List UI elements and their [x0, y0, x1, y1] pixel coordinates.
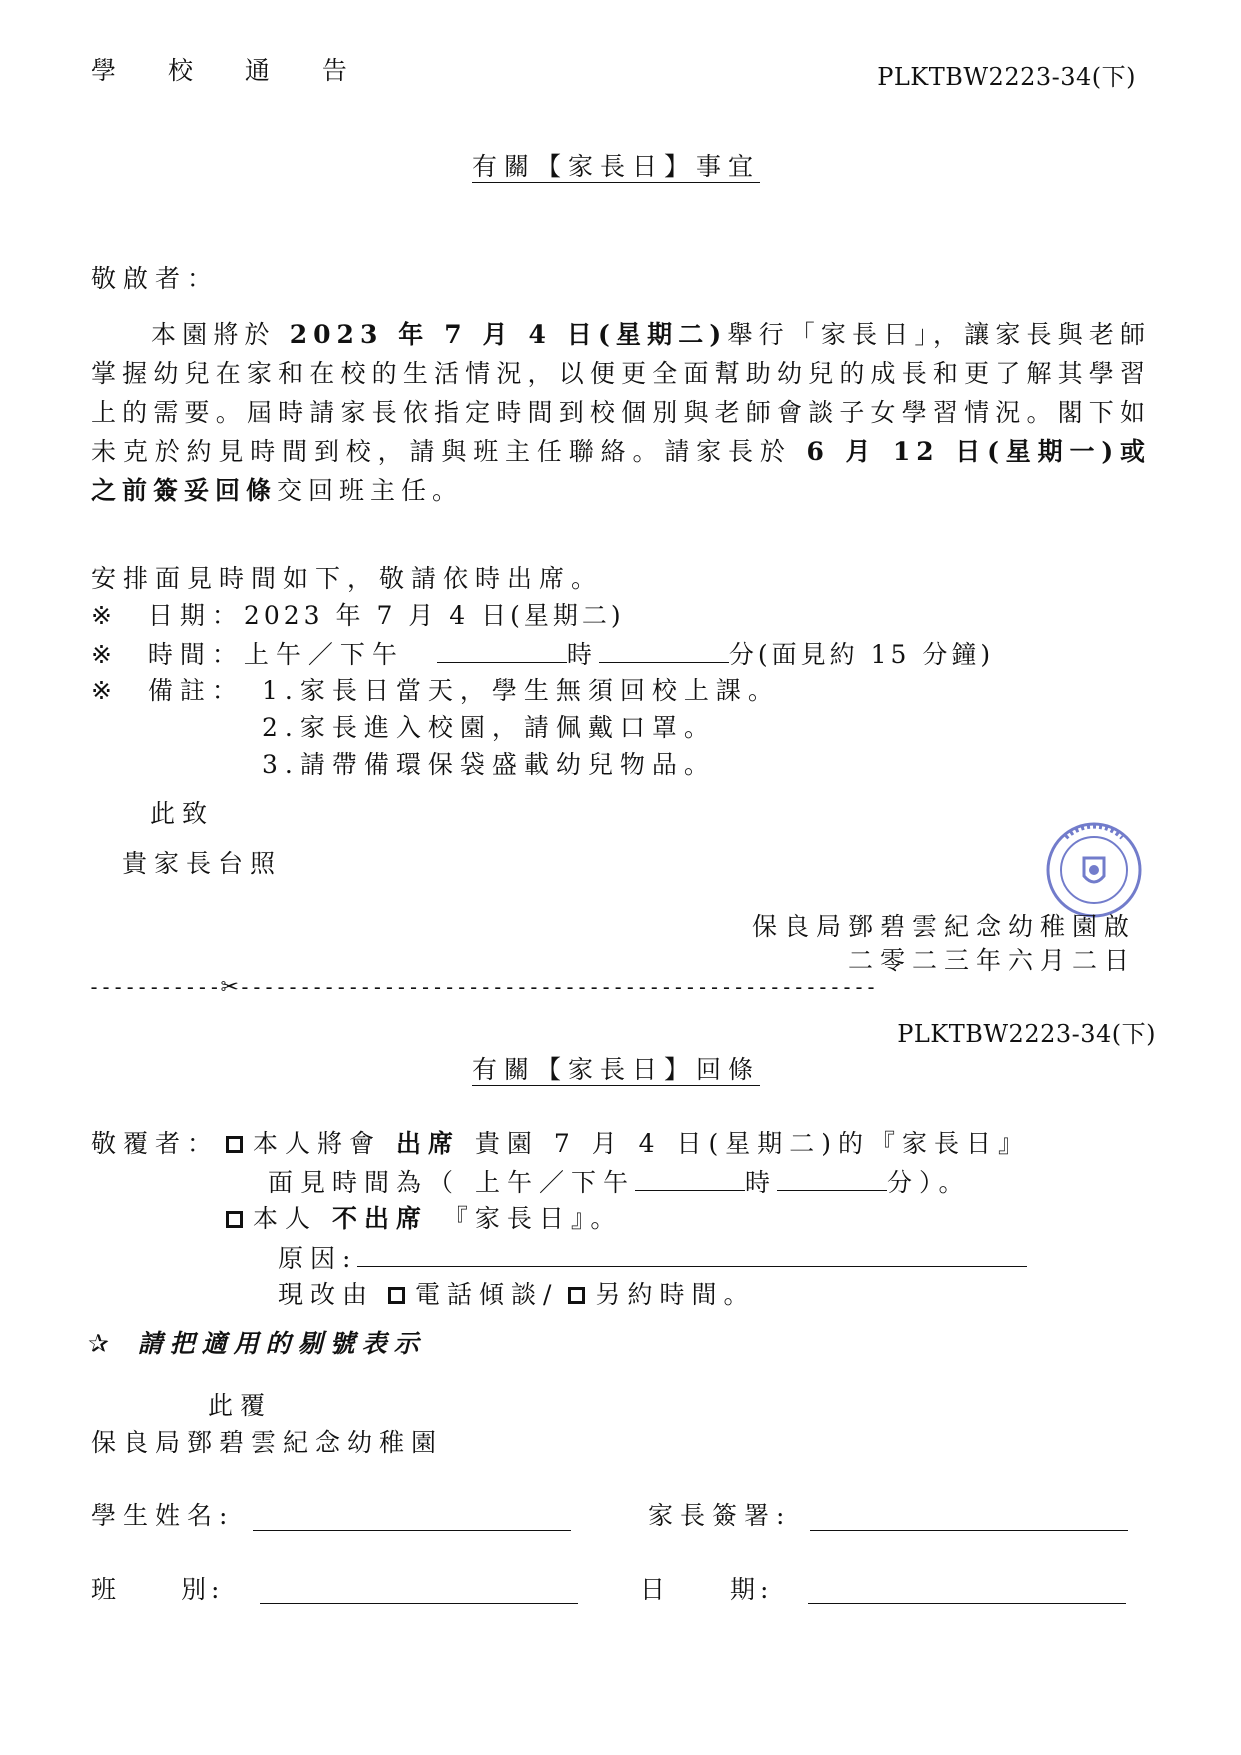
- remark-item: 3.請帶備環保袋盛載幼兒物品。: [262, 750, 716, 779]
- remark-item: 2.家長進入校園，請佩戴口罩。: [262, 713, 716, 742]
- reply-school: 保良局鄧碧雲紀念幼稚園: [91, 1428, 444, 1457]
- tick-note: 請把適用的剔號表示: [137, 1329, 426, 1358]
- body-main: 舉行「家長日」，讓家長與老師掌握幼兒在家和在校的生活情況，以便更全面幫助幼兒的成長和更了解其學習上的需要。屆時請家長依指定時間到校個別與老師會談子女學習情況。閣下如未克於約見時間到校，請與班主任聯絡。請家長於: [91, 320, 1152, 466]
- parent-signature-label: 家長簽署:: [648, 1501, 792, 1530]
- hour-unit: 時: [566, 640, 599, 669]
- body-end: 交回班主任。: [277, 476, 464, 505]
- reason-blank[interactable]: [357, 1244, 1027, 1267]
- phone-option: 電話傾談/: [415, 1280, 559, 1309]
- student-name-field[interactable]: [253, 1530, 571, 1531]
- other-time-option: 另約時間。: [595, 1280, 756, 1309]
- event-date: 2023 年 7 月 4 日(星期二): [289, 320, 728, 349]
- cut-dashes-right: -----------------------------------------------------: [238, 975, 878, 999]
- time-row: [91, 640, 994, 667]
- reply-date-field[interactable]: [808, 1603, 1126, 1604]
- alternative-row: [278, 1282, 755, 1307]
- tick-instruction: [88, 1331, 426, 1356]
- interview-time-row: [268, 1168, 970, 1195]
- notice-title: 有關【家長日】事宜: [472, 152, 761, 181]
- reply-code: PLKTBW2223-34(下): [897, 1020, 1156, 1048]
- attend-checkbox[interactable]: [226, 1136, 243, 1153]
- arrangement-intro: 安排面見時間如下，敬請依時出席。: [91, 564, 604, 593]
- reason-row: [278, 1244, 1027, 1271]
- reply-closing: 此覆: [208, 1391, 273, 1420]
- reference-mark: ※: [91, 640, 119, 669]
- cut-line: [88, 975, 877, 1000]
- star-icon: ✰: [88, 1329, 116, 1358]
- minute-unit: 分(面見約 15 分鐘): [728, 640, 995, 669]
- notice-date: 二零二三年六月二日: [847, 946, 1136, 975]
- date-row: [91, 603, 625, 628]
- school-signature: 保良局鄧碧雲紀念幼稚園啟: [751, 912, 1136, 941]
- notice-type-label: 學 校 通 告: [91, 56, 369, 85]
- date-label: 日期：: [147, 601, 244, 630]
- closing-phrase: 此致: [150, 799, 215, 828]
- absent-text-a: 本人: [253, 1204, 332, 1233]
- reply-hour-blank[interactable]: [635, 1168, 745, 1191]
- remarks-label: 備註：: [147, 676, 244, 705]
- absent-word: 不出席: [331, 1204, 428, 1233]
- reply-minute-blank[interactable]: [777, 1168, 887, 1191]
- scissors-icon: ✂: [220, 975, 239, 1000]
- addressee: 貴家長台照: [122, 849, 283, 878]
- remark-item: 1.家長日當天，學生無須回校上課。: [262, 676, 780, 705]
- absent-option: [226, 1206, 622, 1231]
- class-field[interactable]: [260, 1603, 578, 1604]
- reply-date-label: 日 期:: [640, 1575, 774, 1604]
- notice-body-paragraph: [91, 315, 1151, 510]
- reply-deadline: 6 月 12 日(星期一)或之前簽妥回條: [91, 437, 1151, 505]
- absent-text-c: 『家長日』。: [427, 1204, 623, 1233]
- phone-checkbox[interactable]: [388, 1287, 405, 1304]
- parent-signature-field[interactable]: [810, 1530, 1128, 1531]
- reference-mark: ※: [91, 676, 119, 705]
- interview-time-label: 面見時間為（ 上午／下午: [268, 1168, 635, 1197]
- attend-text-a: 本人將會: [253, 1129, 396, 1158]
- student-name-label: 學生姓名:: [91, 1501, 235, 1530]
- class-label: 班 別:: [91, 1575, 225, 1604]
- reply-hour-unit: 時: [744, 1168, 777, 1197]
- absent-checkbox[interactable]: [226, 1211, 243, 1228]
- cut-dashes-left: -----------: [88, 975, 221, 999]
- notice-code: PLKTBW2223-34(下): [877, 63, 1136, 91]
- remarks-row: [91, 678, 244, 703]
- salutation: 敬啟者：: [91, 264, 220, 293]
- school-seal-stamp: [1044, 820, 1144, 920]
- reply-minute-unit: 分）。: [886, 1168, 971, 1197]
- reason-label: 原因:: [278, 1244, 358, 1273]
- time-label: 時間：上午／下午: [147, 640, 404, 669]
- other-time-checkbox[interactable]: [568, 1287, 585, 1304]
- hour-blank[interactable]: [437, 640, 567, 663]
- body-intro: 本園將於: [151, 320, 290, 349]
- reply-title: 有關【家長日】回條: [472, 1055, 761, 1084]
- change-label: 現改由: [278, 1280, 375, 1309]
- attend-text-c: 貴園 7 月 4 日(星期二)的『家長日』: [459, 1129, 1031, 1158]
- attend-word: 出席: [395, 1129, 460, 1158]
- reference-mark: ※: [91, 601, 119, 630]
- reply-salutation: 敬覆者：: [91, 1129, 220, 1158]
- attend-option: [226, 1131, 1030, 1156]
- minute-blank[interactable]: [599, 640, 729, 663]
- date-value: 2023 年 7 月 4 日(星期二): [243, 601, 625, 630]
